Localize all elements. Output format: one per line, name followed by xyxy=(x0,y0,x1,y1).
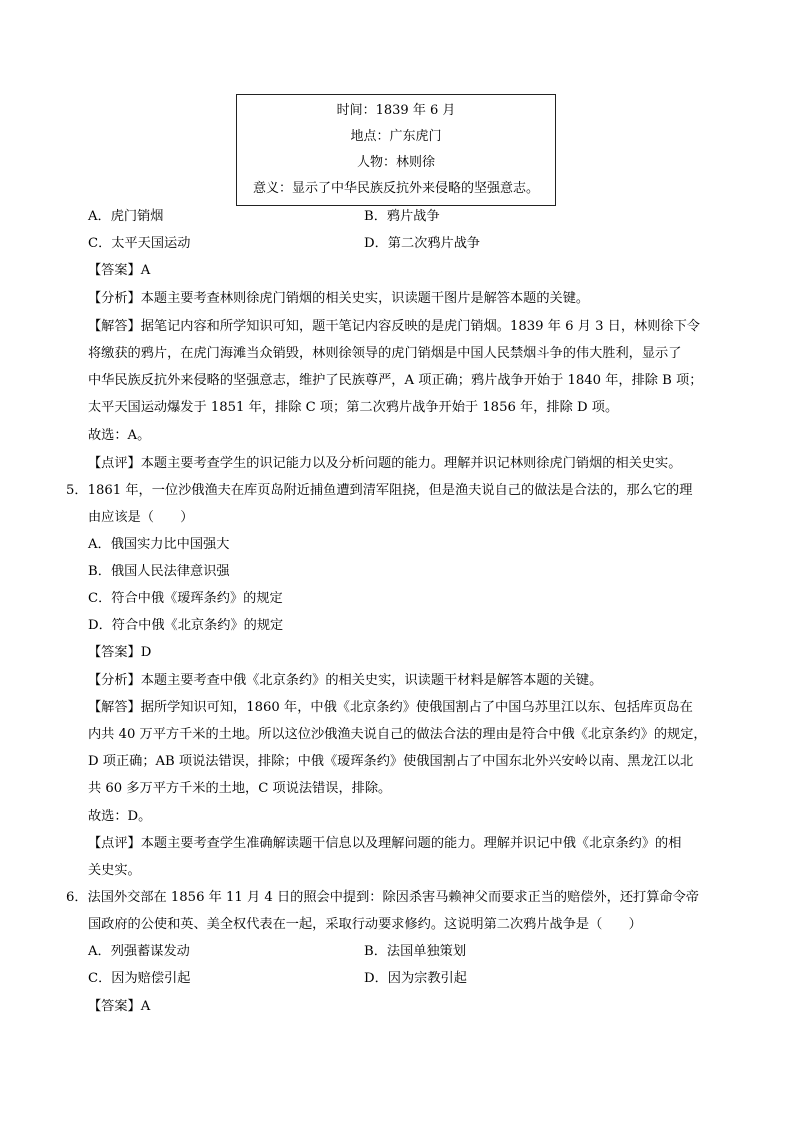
q5-comment-line: 【点评】本题主要考查学生准确解读题干信息以及理解问题的能力。理解并识记中俄《北京条约》的相 xyxy=(88,836,682,851)
q5-stem-line: 由应该是（ ） xyxy=(88,510,194,525)
q5-solution-line: 内共 40 万平方千米的土地。所以这位沙俄渔夫说自己的做法合法的理由是符合中俄《北京条约》的规定， xyxy=(88,727,707,742)
q4-solution-line: 【解答】据笔记内容和所学知识可知，题干笔记内容反映的是虎门销烟。1839 年 6 月 3 日，林则徐下令 xyxy=(88,319,700,334)
q5-option-b: B．俄国人民法律意识强 xyxy=(88,564,230,579)
note-time: 时间：1839 年 6 月 xyxy=(336,103,456,118)
q5-answer: 【答案】D xyxy=(88,645,152,660)
q4-solution-line: 太平天国运动爆发于 1851 年，排除 C 项；第二次鸦片战争开始于 1856 年，排除 D 项。 xyxy=(88,400,619,415)
q5-comment-line: 关史实。 xyxy=(88,863,141,878)
q6-option-b: B．法国单独策划 xyxy=(364,944,467,959)
q5-option-d: D．符合中俄《北京条约》的规定 xyxy=(88,618,284,633)
q5-choose: 故选：D。 xyxy=(88,809,152,824)
q5-solution-line: 共 60 多万平方千米的土地，C 项说法错误，排除。 xyxy=(88,781,392,796)
note-person: 人物：林则徐 xyxy=(356,155,435,170)
q5-option-a: A．俄国实力比中国强大 xyxy=(88,537,230,552)
q4-choose: 故选：A。 xyxy=(88,428,151,443)
q5-stem-line: 5．1861 年，一位沙俄渔夫在库页岛附近捕鱼遭到清军阻挠，但是渔夫说自己的做法是合法的，那么它的理 xyxy=(66,483,693,498)
q4-analysis: 【分析】本题主要考查林则徐虎门销烟的相关史实，识读题干图片是解答本题的关键。 xyxy=(88,291,590,306)
q4-solution-line: 中华民族反抗外来侵略的坚强意志，维护了民族尊严，A 项正确；鸦片战争开始于 1840 年，排除 B 项； xyxy=(88,373,703,388)
q4-answer: 【答案】A xyxy=(88,263,151,278)
q4-option-b: B．鸦片战争 xyxy=(364,209,440,224)
q6-option-c: C．因为赔偿引起 xyxy=(88,971,191,986)
q4-comment: 【点评】本题主要考查学生的识记能力以及分析问题的能力。理解并识记林则徐虎门销烟的相关史实。 xyxy=(88,456,682,471)
note-box xyxy=(236,94,556,206)
q6-answer: 【答案】A xyxy=(88,999,151,1014)
q5-solution-line: 【解答】据所学知识可知，1860 年，中俄《北京条约》使俄国割占了中国乌苏里江以东、包括库页岛在 xyxy=(88,700,693,715)
q4-option-c: C．太平天国运动 xyxy=(88,236,191,251)
q6-stem-line: 国政府的公使和英、美全权代表在一起，采取行动要求修约。这说明第二次鸦片战争是（ ） xyxy=(88,917,642,932)
q6-option-d: D．因为宗教引起 xyxy=(364,971,467,986)
q4-option-d: D．第二次鸦片战争 xyxy=(364,236,481,251)
note-place: 地点：广东虎门 xyxy=(350,129,442,144)
q6-stem-line: 6．法国外交部在 1856 年 11 月 4 日的照会中提到：除因杀害马赖神父而要求正当的赔偿外，还打算命令帝 xyxy=(66,890,699,905)
note-meaning: 意义：显示了中华民族反抗外来侵略的坚强意志。 xyxy=(252,181,539,196)
q4-option-a: A．虎门销烟 xyxy=(88,209,164,224)
q5-option-c: C．符合中俄《瑷珲条约》的规定 xyxy=(88,591,283,606)
q4-solution-line: 将缴获的鸦片，在虎门海滩当众销毁，林则徐领导的虎门销烟是中国人民禁烟斗争的伟大胜利，显示了 xyxy=(88,346,682,361)
q6-option-a: A．列强蓄谋发动 xyxy=(88,944,190,959)
q5-analysis: 【分析】本题主要考查中俄《北京条约》的相关史实，识读题干材料是解答本题的关键。 xyxy=(88,673,603,688)
q5-solution-line: D 项正确；AB 项说法错误，排除；中俄《瑷珲条约》使俄国割占了中国东北外兴安岭以南、黑龙江以北 xyxy=(88,754,694,769)
